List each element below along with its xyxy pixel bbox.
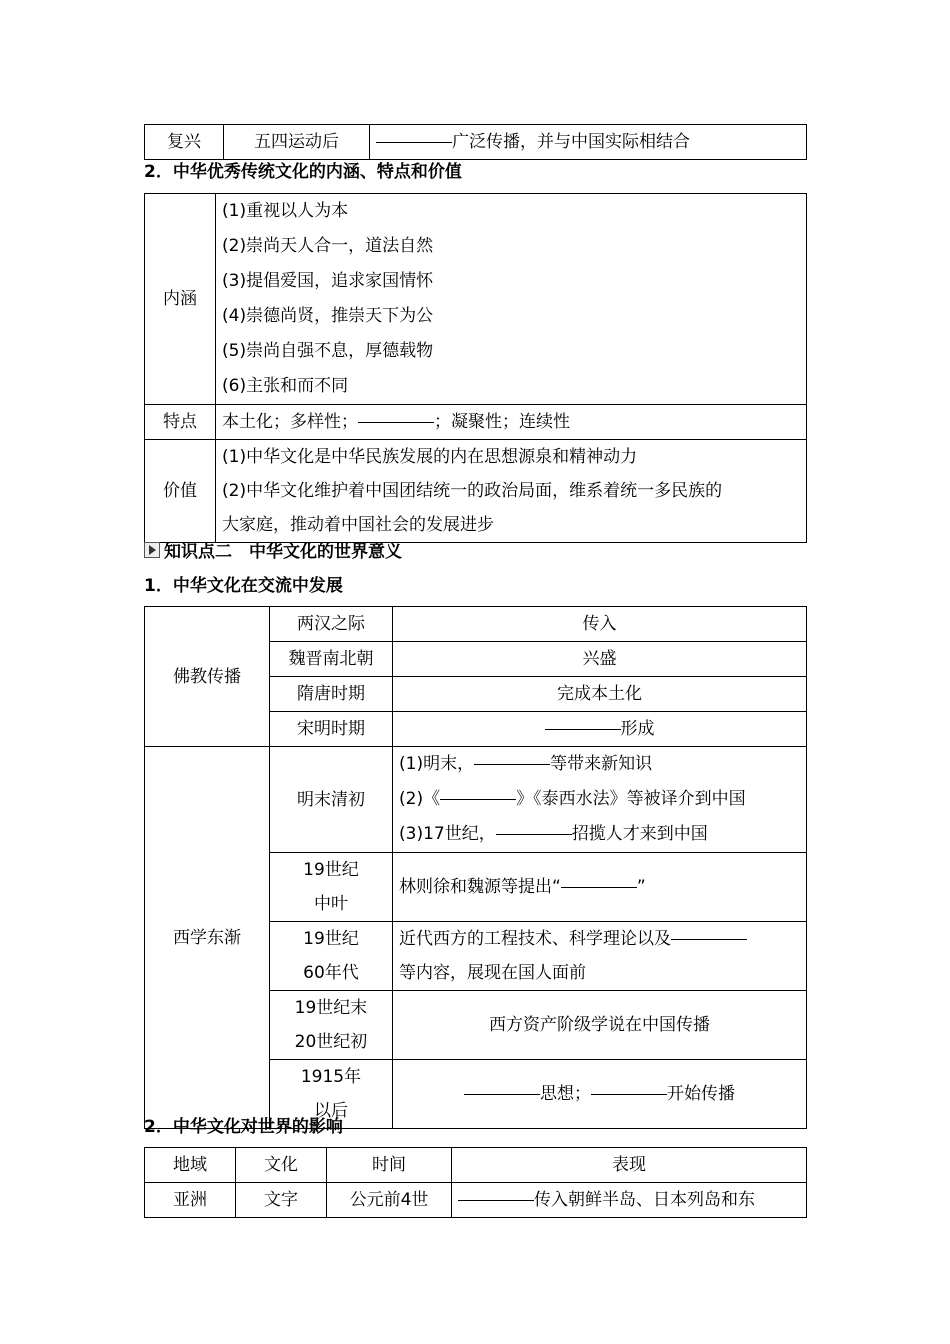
- period: 19世纪 60年代: [270, 922, 393, 991]
- period: 1915年 以后: [270, 1060, 393, 1129]
- label-west: 西学东渐: [145, 747, 270, 1129]
- content: 近代西方的工程技术、科学理论以及 等内容，展现在国人面前: [393, 922, 807, 991]
- neihan-item: (5)崇尚自强不息，厚德载物: [222, 341, 434, 361]
- header: 地域: [145, 1148, 236, 1183]
- fill-blank: [591, 1093, 667, 1095]
- content: 完成本土化: [393, 677, 807, 712]
- period: 两汉之际: [270, 607, 393, 642]
- cell-fuxing: 复兴: [145, 125, 224, 160]
- table-traditional-culture: [144, 193, 807, 543]
- header: 时间: [327, 1148, 452, 1183]
- cell-culture: 文字: [236, 1183, 327, 1218]
- cell-jiazhi: [216, 440, 807, 543]
- content: 思想； 开始传播: [393, 1060, 807, 1129]
- header: 文化: [236, 1148, 327, 1183]
- content: 西方资产阶级学说在中国传播: [393, 991, 807, 1060]
- cell-neihan: [216, 194, 807, 405]
- fill-blank: [358, 421, 434, 423]
- heading-4: 2．中华文化对世界的影响: [144, 1117, 343, 1137]
- jiazhi-item: (1)中华文化是中华民族发展的内在思想源泉和精神动力: [222, 447, 638, 467]
- cell-show: 传入朝鲜半岛、日本列岛和东: [452, 1183, 807, 1218]
- label-buddhism: 佛教传播: [145, 607, 270, 747]
- content: 林则徐和魏源等提出“ ”: [393, 853, 807, 922]
- fill-blank: [496, 833, 572, 835]
- cell-wusi: 五四运动后: [224, 125, 370, 160]
- fill-blank: [464, 1093, 540, 1095]
- cell-time: 公元前4世: [327, 1183, 452, 1218]
- fill-blank: [561, 886, 637, 888]
- jiazhi-item: (2)中华文化维护着中国团结统一的政治局面，维系着统一多民族的: [222, 481, 723, 501]
- heading-2: 2．中华优秀传统文化的内涵、特点和价值: [144, 162, 462, 182]
- cell-spread: 广泛传播，并与中国实际相结合: [370, 125, 807, 160]
- neihan-item: (1)重视以人为本: [222, 201, 349, 221]
- fill-blank: [671, 938, 747, 940]
- period: 明末清初: [270, 747, 393, 853]
- fill-blank: [458, 1199, 534, 1201]
- content-mingmo: (1)明末， 等带来新知识 (2)《 》《泰西水法》等被译介到中国 (3)17世纪， 招揽人才来到中国: [393, 747, 807, 853]
- table-world-influence: [144, 1147, 807, 1218]
- play-triangle-icon: [144, 542, 160, 558]
- table-exchange: [144, 606, 807, 1129]
- label-neihan: 内涵: [145, 194, 216, 405]
- fill-blank: [545, 728, 621, 730]
- heading-3: 1．中华文化在交流中发展: [144, 576, 343, 596]
- content: 兴盛: [393, 642, 807, 677]
- neihan-item: (2)崇尚天人合一，道法自然: [222, 236, 434, 256]
- table-revival: [144, 124, 807, 160]
- label-tedian: 特点: [145, 405, 216, 440]
- fill-blank: [440, 798, 516, 800]
- neihan-item: (6)主张和而不同: [222, 376, 349, 396]
- period: 19世纪末 20世纪初: [270, 991, 393, 1060]
- neihan-item: (3)提倡爱国，追求家国情怀: [222, 271, 434, 291]
- period: 魏晋南北朝: [270, 642, 393, 677]
- label-jiazhi: 价值: [145, 440, 216, 543]
- neihan-item: (4)崇德尚贤，推崇天下为公: [222, 306, 434, 326]
- header: 表现: [452, 1148, 807, 1183]
- content: 传入: [393, 607, 807, 642]
- cell-region: 亚洲: [145, 1183, 236, 1218]
- jiazhi-item: 大家庭，推动着中国社会的发展进步: [222, 515, 494, 535]
- cell-tedian: 本土化；多样性； ；凝聚性；连续性: [216, 405, 807, 440]
- period: 宋明时期: [270, 712, 393, 747]
- fill-blank: [376, 141, 452, 143]
- section-title: 知识点二 中华文化的世界意义: [144, 540, 402, 564]
- period: 隋唐时期: [270, 677, 393, 712]
- period: 19世纪 中叶: [270, 853, 393, 922]
- fill-blank: [474, 763, 550, 765]
- content: 形成: [393, 712, 807, 747]
